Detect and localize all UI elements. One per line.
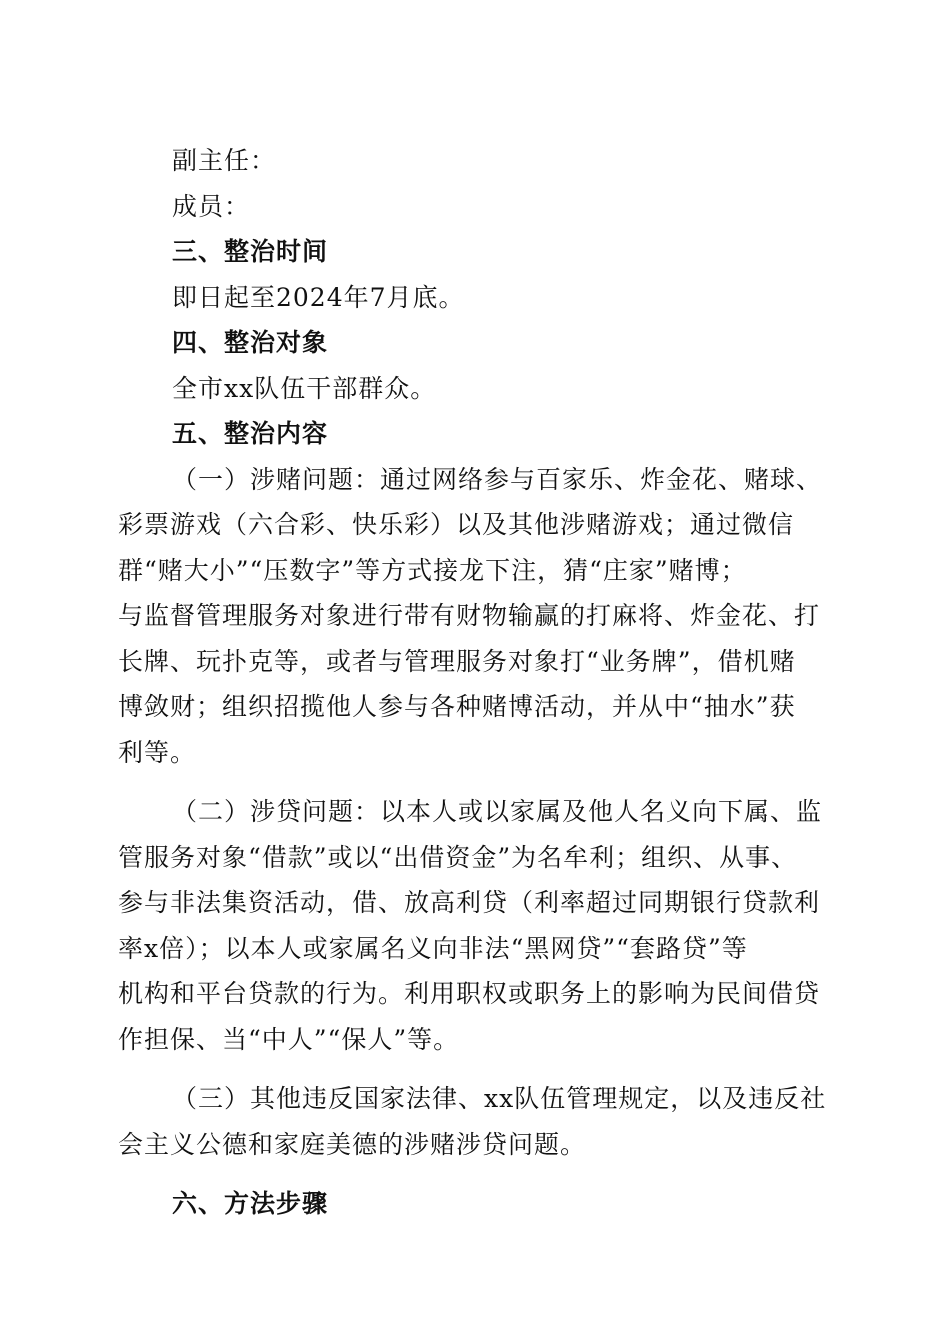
paragraph-line: 群“赌大小”“压数字”等方式接龙下注，猜“庄家”赌博； [118, 555, 747, 585]
paragraph-line: 机构和平台贷款的行为。利用职权或职务上的影响为民间借贷 [118, 979, 821, 1008]
paragraph-line: 管服务对象“借款”或以“出借资金”为名牟利；组织、从事、 [118, 842, 798, 872]
section-heading-target: 四、整治对象 [172, 328, 329, 357]
paragraph-line: 利等。 [118, 737, 197, 767]
section-heading-time: 三、整治时间 [172, 237, 329, 266]
paragraph-line: 博敛财；组织招揽他人参与各种赌博活动，并从中“抽水”获 [118, 692, 796, 721]
paragraph-loans [118, 789, 830, 1062]
paragraph-line: 作担保、当“中人”“保人”等。 [118, 1024, 460, 1054]
section-heading-steps: 六、方法步骤 [172, 1189, 329, 1218]
paragraph-other [118, 1076, 830, 1167]
paragraph-line: 彩票游戏（六合彩、快乐彩）以及其他涉赌游戏；通过微信 [118, 510, 795, 539]
paragraph-line: 会主义公德和家庭美德的涉赌涉贷问题。 [118, 1129, 587, 1159]
document-body [118, 138, 830, 1227]
paragraph-line: （三）其他违反国家法律、xx队伍管理规定，以及违反社 [172, 1084, 827, 1113]
members-line: 成员： [172, 191, 251, 221]
paragraph-line: （一）涉赌问题：通过网络参与百家乐、炸金花、赌球、 [172, 464, 823, 494]
paragraph-gambling [118, 457, 830, 776]
section-heading-content: 五、整治内容 [172, 419, 329, 448]
target-line: 全市xx队伍干部群众。 [172, 373, 437, 403]
paragraph-line: 参与非法集资活动，借、放高利贷（利率超过同期银行贷款利 [118, 888, 821, 917]
vice-director-line: 副主任： [172, 146, 277, 175]
paragraph-line: （二）涉贷问题：以本人或以家属及他人名义向下属、监 [172, 797, 823, 826]
paragraph-line: 长牌、玩扑克等，或者与管理服务对象打“业务牌”，借机赌 [118, 646, 796, 676]
time-line: 即日起至2024年7月底。 [172, 282, 465, 312]
paragraph-line: 与监督管理服务对象进行带有财物输赢的打麻将、炸金花、打 [118, 601, 821, 630]
paragraph-line: 率x倍）；以本人或家属名义向非法“黑网贷”“套路贷”等 [118, 933, 748, 963]
